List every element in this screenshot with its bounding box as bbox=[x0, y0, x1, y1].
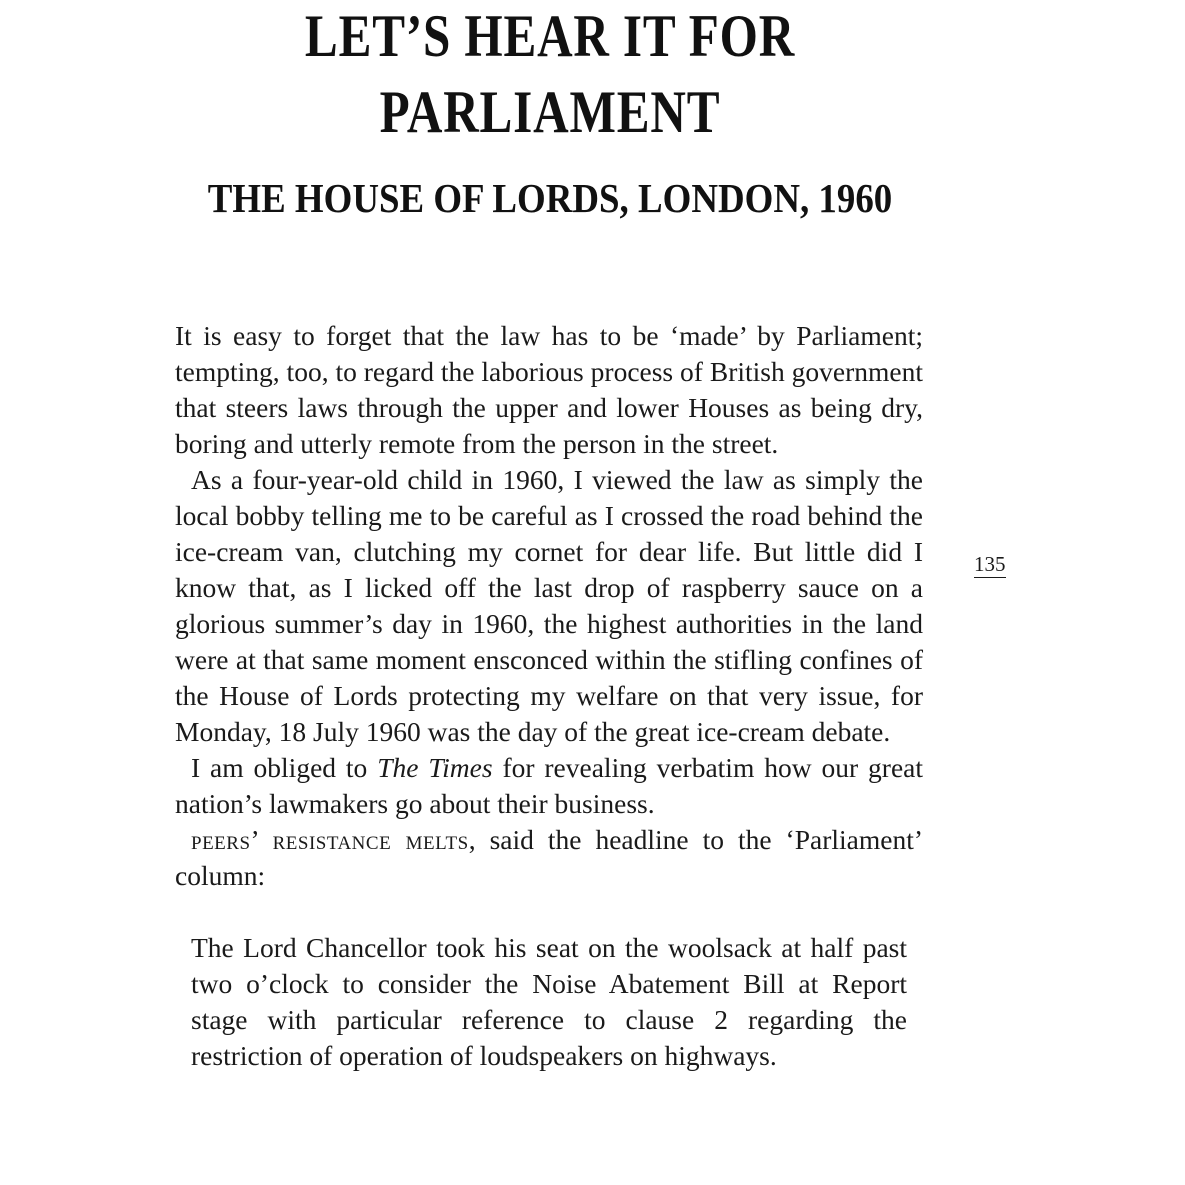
paragraph-3 bbox=[175, 750, 923, 822]
chapter-title-line-1: LET’S HEAR IT FOR bbox=[304, 3, 796, 69]
paragraph-4 bbox=[175, 822, 923, 894]
chapter-subtitle: THE HOUSE OF LORDS, LONDON, 1960 bbox=[207, 175, 893, 221]
paragraph-1: It is easy to forget that the law has to be ‘made’ by Parliament; tempting, too, to regard the laborious process of British government that steers laws through the upper and lower Houses as being dry, boring and utterly remote from the person in the street. bbox=[175, 320, 923, 459]
body-text bbox=[175, 318, 923, 1074]
chapter-title-line-2: PARLIAMENT bbox=[379, 79, 721, 145]
block-quote: The Lord Chancellor took his seat on the woolsack at half past two o’clock to consider the Noise Abatement Bill at Report stage with particular reference to clause 2 regarding the restriction of operation of loudspeakers on highways. bbox=[191, 932, 907, 1071]
paragraph-gap bbox=[175, 894, 923, 930]
paragraph-3-text-end: for revealing verbatim how our great nation’s lawmakers go about their business. bbox=[175, 752, 923, 819]
paragraph-3-text-start: I am obliged to bbox=[191, 752, 378, 783]
paragraph-2: As a four-year-old child in 1960, I viewed the law as simply the local bobby telling me to be careful as I crossed the road behind the ice-cream van, clutching my cornet for dear life. But little did I know that, as I licked off the last drop of raspberry sauce on a glorious summer’s day in 1960, the highest authorities in the land were at that same moment ensconced within the stifling confines of the House of Lords protecting my welfare on that very issue, for Monday, 18 July 1960 was the day of the great ice-cream debate. bbox=[175, 464, 923, 747]
headline-smallcaps: peers’ resistance melts bbox=[191, 824, 469, 855]
publication-title: The Times bbox=[377, 752, 493, 783]
page-number: 135 bbox=[974, 552, 1006, 576]
paragraph-4-text-end: , said the headline to the ‘Parliament’ column: bbox=[175, 824, 923, 891]
